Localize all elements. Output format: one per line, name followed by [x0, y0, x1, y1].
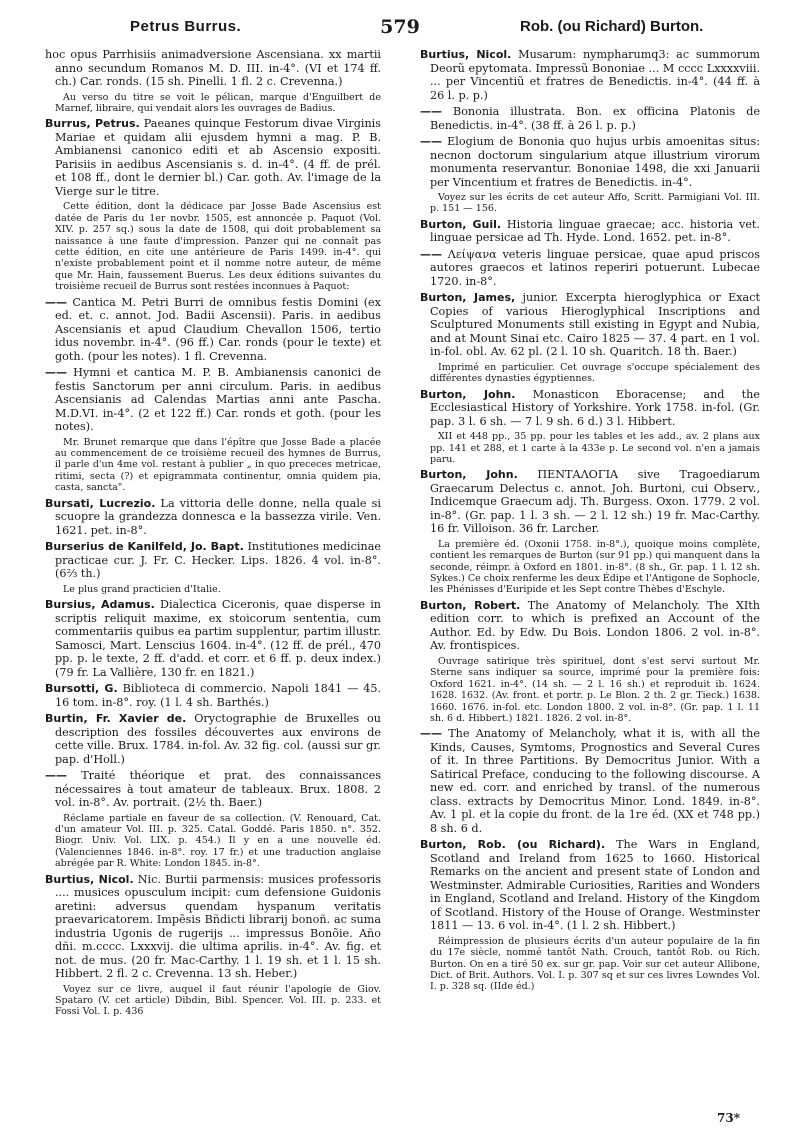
entry-headword: Burtius, Nicol. [420, 48, 512, 61]
entry-text: hoc opus Parrhisiis animadversione Ascensiana. xx martii anno secundum Romanos M. D. III. in-4°. (VI et 174 ff. ch.) Car. ronds. (15 sh. Pinelli. 1 fl. 2 c. Crevenna.) [45, 48, 381, 88]
entry-headword: Bursius, Adamus. [45, 598, 155, 611]
bibliography-entry [420, 48, 760, 102]
entry-text: The Wars in England, Scotland and Ireland from 1625 to 1660. Historical Remarks on the ancient and present state of London and Westminster. Admirable Curiosities, Rarities and Wonders in England, Scotland and Ireland. History of the Kingdom of Scotland. History of the House of Orange. Westminster 1811 — 13. 6 vol. in-4°. (1 l. 2 sh. Hibbert.) [430, 838, 760, 933]
bibliography-entry [45, 873, 381, 981]
entry-headword: Burton, Guil. [420, 217, 502, 231]
entry-note [55, 813, 381, 870]
entry-text: Λείψανα veteris linguae persicae, quae apud priscos autores graecos et latinos reperiri potuerunt. Lubecae 1720. in-8°. [430, 247, 760, 288]
bibliography-entry [420, 727, 760, 835]
entry-headword: —— [420, 105, 442, 118]
entry-text: Bononia illustrata. Bon. ex officina Platonis de Benedictis. in-4°. (38 ff. à 26 l. p. p.) [430, 105, 760, 132]
bibliography-entry [45, 497, 381, 538]
bibliography-entry [420, 248, 760, 289]
entry-headword: —— [420, 135, 442, 148]
note-text: Réimpression de plusieurs écrits d'un auteur populaire de la fin du 17e siècle, nommé tantôt Nath. Crouch, tantôt Rob. ou Rich. Burton. On en a tiré 50 ex. sur gr. pap. Voir sur cet auteur Allibone, Dict. of Brit. Authors. Vol. I. p. 307 sq et sur ces livres Lowndes Vol. I. p. 328 sq. (IIde éd.) [430, 935, 760, 993]
note-text: Mr. Brunet remarque que dans l'épître que Josse Bade a placée au commencement de ce troisième recueil des hymnes de Burrus, il parle d'un 4me vol. restant à publier „ in quo prececes metricae, ritimi, secta (?) et epigrammata continentur, omnia quidem pia, casta, sancta". [55, 436, 381, 494]
right-column [420, 48, 760, 996]
bibliography-entry [420, 599, 760, 653]
entry-headword: Burton, James, [420, 291, 516, 305]
bibliography-entry [45, 48, 381, 89]
entry-note [430, 656, 760, 724]
page-number: 579 [380, 16, 420, 38]
entry-text: ΠΕΝΤΑΛΟΓΙΑ sive Tragoediarum Graecarum Delectus c. annot. Joh. Burtoni, cui Observ., Indicemque Graecum adj. Th. Burgess. Oxon. 1779. 2 vol. in-8°. (Gr. pap. 1 l. 3 sh. — 2 l. 12 sh.) 19 fr. Mac-Carthy. 16 fr. Villoison. 36 fr. Larcher. [430, 468, 760, 536]
entry-text: La vittoria delle donne, nella quale si scuopre la grandezza donnesca e la bassezza virile. Ven. 1621. pet. in-8°. [55, 496, 381, 537]
entry-headword: Bursotti, G. [45, 682, 118, 695]
entry-note [55, 584, 381, 595]
running-head-left: Petrus Burrus. [130, 18, 242, 35]
entry-text: Traité théorique et prat. des connaissances nécessaires à tout amateur de tableaux. Brux. 1808. 2 vol. in-8°. Av. portrait. (2½ th. Baer.) [55, 769, 381, 809]
entry-headword: Burtius, Nicol. [45, 872, 134, 886]
bibliography-entry [420, 135, 760, 189]
bibliography-entry [45, 712, 381, 766]
entry-note [430, 431, 760, 465]
note-text: XII et 448 pp., 35 pp. pour les tables et les add., av. 2 plans aux pp. 141 et 288, et 1 carte à la 433e p. Le second vol. n'en a jamais paru. [430, 431, 760, 465]
entry-text: Biblioteca di commercio. Napoli 1841 — 45. 16 tom. in-8°. roy. (1 l. 4 sh. Barthés.) [55, 682, 381, 709]
entry-headword: Burserius de Kanilfeld, Jo. Bapt. [45, 540, 244, 554]
entry-headword: Burton, Rob. (ou Richard). [420, 838, 606, 852]
entry-headword: —— [45, 295, 67, 309]
bibliography-entry [420, 291, 760, 359]
entry-text: Historia linguae graecae; acc. historia vet. linguae persicae ad Th. Hyde. Lond. 1652. pet. in-8°. [430, 217, 760, 245]
entry-text: Hymni et cantica M. P. B. Ambianensis canonici de festis Sanctorum per anni circulum. Paris. in aedibus Ascensianis ad Calendas Martias anni ante Pascha. M.D.VI. in-4°. (2 et 122 ff.) Car. ronds et goth. (pour les notes). [55, 366, 381, 434]
note-text: Cette édition, dont la dédicace par Josse Bade Ascensius est datée de Paris du 1er novbr. 1505, est annoncée p. Paquot (Vol. XIV. p. 257 sq.) sous la date de 1508, qui doit probablement sa naissance à une faute d'impression. Panzer qui ne connaît pas cette édition, en cite une antérieure de Paris 1499. in-4°. qui n'existe probablement point et il nomme notre auteur, de même que Mr. Hain, faussement Buerus. Les deux éditions suivantes du troisième recueil de Burrus sont restées inconnues à Paquot: [55, 201, 381, 293]
bibliography-entry [45, 366, 381, 434]
entry-text: Institutiones medicinae practicae cur. J. Fr. C. Hecker. Lips. 1826. 4 vol. in-8°. (6⅔ th.) [55, 540, 381, 581]
bibliography-entry [45, 682, 381, 709]
entry-note [55, 984, 381, 1018]
note-text: Ouvrage satirique très spirituel, dont s'est servi surtout Mr. Sterne sans indiquer sa source, imprimé pour la première fois: Oxford 1621. in-4°. (14 sh. — 2 l. 16 sh.) et reproduit ib. 1624. 1628. 1632. (Av. front. et portr. p. Le Blon. 2 th. 2 gr. Tieck.) 1638. 1660. 1676. in-fol. etc. London 1800. 2 vol. in-8°. (Gr. pap. 1 l. 11 sh. 6 d. Hibbert.) 1821. 1826. 2 vol. in-8°. [430, 655, 760, 724]
entry-text: Oryctographie de Bruxelles ou description des fossiles découvertes aux environs de cette ville. Brux. 1784. in-fol. Av. 32 fig. col. (aussi sur gr. pap. d'Holl.) [55, 712, 381, 766]
bibliography-entry [420, 388, 760, 429]
note-text: Imprimé en particulier. Cet ouvrage s'occupe spécialement des différentes dynasties égyptiennes. [430, 361, 760, 385]
entry-text: junior. Excerpta hieroglyphica or Exact Copies of various Hieroglyphical Inscriptions and Sculptured Monuments still existing in Egypt and Nubia, and at Mount Sinai etc. Cairo 1825 — 37. 4 part. en 1 vol. in-fol. obl. Av. 62 pl. (2 l. 10 sh. Quaritch. 18 th. Baer.) [430, 291, 760, 359]
entry-text: Monasticon Eboracense; and the Ecclesiastical History of Yorkshire. York 1758. in-fol. (Gr. pap. 3 l. 6 sh. — 7 l. 9 sh. 6 d.) 3 l. Hibbert. [430, 387, 760, 428]
note-text: La première éd. (Oxonii 1758. in-8°.), quoique moins complète, contient les remarques de Burton (sur 91 pp.) qui manquent dans la seconde, réimpr. à Oxford en 1801. in-8°. (8 sh., Gr. pap. 1 l. 12 sh. Sykes.) Ce choix renferme les deux Édipe et l'Antigone de Sophocle, les Phénisses d'Euripide et les Sept contre Thèbes d'Eschyle. [430, 538, 760, 596]
note-text: Réclame partiale en faveur de sa collection. (V. Renouard, Cat. d'un amateur Vol. III. p. 325. Catal. Goddé. Paris 1850. n°. 352. Biogr. Univ. Vol. LIX. p. 454.) Il y en a une nouvelle éd. (Valenciennes 1846. in-8°. roy. 17 fr.) et une traduction anglaise abrégée par R. White: London 1845. in-8°. [55, 812, 381, 870]
entry-note [55, 92, 381, 115]
entry-headword: —— [420, 247, 442, 261]
entry-note [430, 362, 760, 385]
note-text: Voyez sur les écrits de cet auteur Affo, Scritt. Parmigiani Vol. III. p. 151 — 156. [430, 192, 760, 215]
entry-note [55, 437, 381, 494]
entry-text: Dialectica Ciceronis, quae disperse in scriptis reliquit maxime, ex stoicorum sententia, cum commentariis quibus ea partim supplentur, partim illustr. Samosci, Mart. Lenscius 1604. in-4°. (12 ff. de prél., 470 pp. p. le texte, 2 ff. d'add. et corr. et 6 ff. p. deux index.) (79 fr. La Vallière, 130 fr. en 1821.) [55, 598, 381, 679]
note-text: Au verso du titre se voit le pélican, marque d'Enguilbert de Marnef, libraire, qui vendait alors les ouvrages de Badius. [55, 91, 381, 114]
entry-text: Paeanes quinque Festorum divae Virginis Mariae et quidam alii ejusdem hymni a mag. P. B. Ambianensi canonico editi et ab Ascensio expositi. Parisiis in aedibus Ascensianis s. d. in-4°. (4 ff. de prél. et 108 ff., dont le dernier bl.) Car. goth. Av. l'image de la Vierge sur le titre. [55, 117, 381, 198]
running-header [50, 18, 750, 40]
note-text: Voyez sur ce livre, auquel il faut réunir l'apologie de Giov. Spataro (V. cet article) Dibdin, Bibl. Spencer. Vol. III. p. 233. et Fossi Vol. I. p. 436 [55, 983, 381, 1018]
bibliography-entry [45, 769, 381, 810]
entry-text: The Anatomy of Melancholy, what it is, with all the Kinds, Causes, Symtoms, Prognostics and Several Cures of it. In three Partitions. By Democritus Junior. With a Satirical Preface, conducing to the following discourse. A new ed. corr. and enriched by transl. of the numerous class. extracts by Democritus Minor. Lond. 1849. in-8°. Av. 1 pl. et la copie du front. de la 1re éd. (XX et 748 pp.) 8 sh. 6 d. [430, 727, 760, 835]
entry-text: Musarum: nympharumq3: ac summorum Deorũ epytomata. Impressũ Bononiae ... M cccc Lxxxxviii. ... per Vincentiũ et fratres de Benedictis. in-4°. (44 ff. à 26 l. p. p.) [430, 48, 760, 102]
bibliography-entry [420, 105, 760, 132]
entry-headword: —— [45, 366, 67, 380]
entry-headword: —— [45, 769, 67, 782]
left-column [45, 48, 381, 1021]
entry-text: Nic. Burtii parmensis: musices professoris .... musices opusculum incipit: cum defensione Guidonis aretini: adversus quendam hyspanum veritatis praevaricatorem. Impēsis Bñdicti librarij bonoñ. ac suma industria Ugonis de rugerijs ... impressus Bonõie. Año dñi. m.cccc. Lxxxvij. die ultima aprilis. in-4°. Av. fig. et not. de mus. (20 fr. Mac-Carthy. 1 l. 19 sh. et 1 l. 15 sh. Hibbert. 2 fl. 2 c. Crevenna. 13 sh. Heber.) [55, 872, 381, 981]
entry-headword: Burton, John. [420, 468, 518, 482]
entry-note [430, 936, 760, 993]
running-head-right: Rob. (ou Richard) Burton. [520, 18, 704, 35]
bibliography-entry [45, 540, 381, 581]
bibliography-entry [420, 218, 760, 245]
bibliography-entry [45, 117, 381, 198]
bibliography-entry [420, 838, 760, 933]
entry-headword: Burtin, Fr. Xavier de. [45, 712, 187, 725]
entry-headword: Burton, Robert. [420, 598, 521, 612]
bibliography-entry [45, 598, 381, 679]
entry-headword: Bursati, Lucrezio. [45, 496, 156, 510]
entry-text: Cantica M. Petri Burri de omnibus festis Domini (ex ed. et. c. annot. Jod. Badii Ascensii). Paris. in aedibus Ascensianis et apud Claudium Chevallon 1506, tertio idus novembr. in-4°. (96 ff.) Car. ronds (pour le texte) et goth. (pour les notes). 1 fl. Crevenna. [55, 295, 381, 363]
entry-note [430, 539, 760, 596]
entry-headword: Burrus, Petrus. [45, 117, 140, 131]
entry-note [55, 201, 381, 292]
entry-text: The Anatomy of Melancholy. The XIth edition corr. to which is prefixed an Account of the Author. Ed. by Edw. Du Bois. London 1806. 2 vol. in-8°. Av. frontispices. [430, 598, 760, 653]
bibliography-entry [420, 468, 760, 536]
entry-note [430, 192, 760, 215]
entry-headword: —— [420, 727, 442, 741]
note-text: Le plus grand practicien d'Italie. [63, 583, 221, 595]
entry-headword: Burton, John. [420, 387, 516, 401]
entry-text: Elogium de Bononia quo hujus urbis amoenitas situs: necnon doctorum singularium atque illustrium virorum monumenta reservantur. Bononiae 1498, die xxi Januarii per Vincentium et fratres de Benedictis. in-4°. [430, 135, 760, 189]
signature-mark: 73* [717, 1111, 740, 1125]
bibliography-entry [45, 296, 381, 364]
